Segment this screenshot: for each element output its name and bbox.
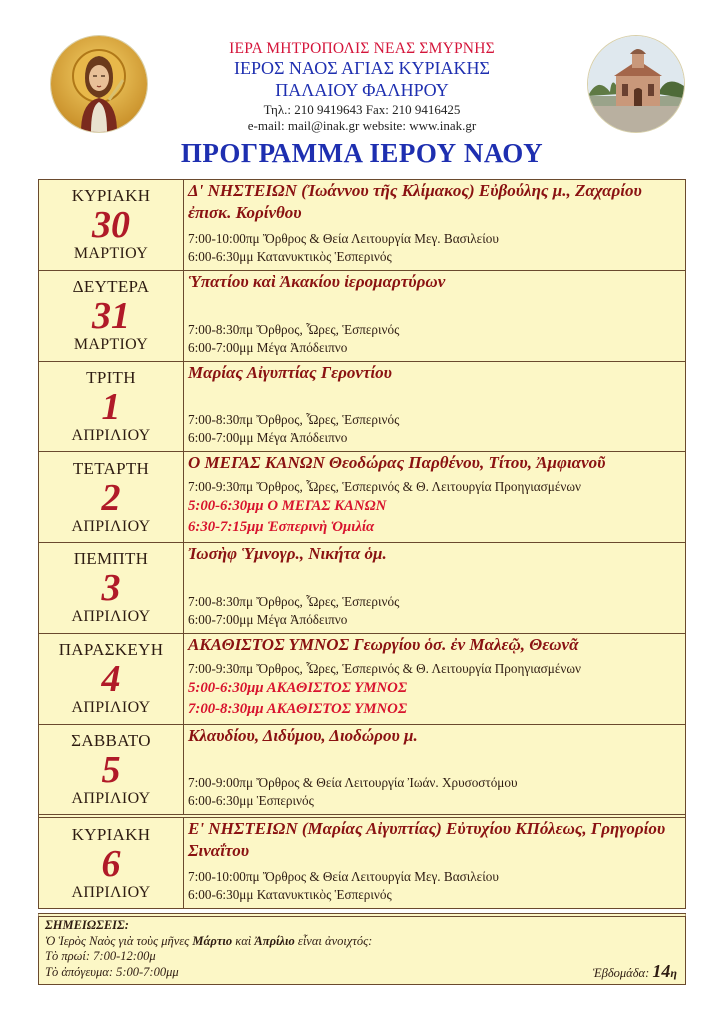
month-name: ΑΠΡΙΛΙΟΥ xyxy=(71,789,151,807)
service-list xyxy=(188,660,679,720)
church-name: ΙΕΡΟΣ ΝΑΟΣ ΑΓΙΑΣ ΚΥΡΙΑΚΗΣ xyxy=(233,58,491,78)
notes-morning-hours: Τὸ πρωί: 7:00-12:00μ xyxy=(45,949,156,963)
notes-text: καὶ xyxy=(232,933,255,948)
date-cell xyxy=(39,452,184,542)
feast-title: Μαρίας Αἰγυπτίας Γεροντίου xyxy=(188,362,392,382)
feast-title: Ε' ΝΗΣΤΕΙΩΝ (Μαρίας Αἰγυπτίας) Εὐτυχίου ΚΠόλεως, Γρηγορίου Σιναΐτου xyxy=(188,819,666,861)
service-highlight: 6:30-7:15μμ Ἑσπερινὴ Ὁμιλία xyxy=(188,519,375,535)
date-cell xyxy=(39,180,184,270)
contact-phone-fax: Τηλ.: 210 9419643 Fax: 210 9416425 xyxy=(263,102,461,117)
service-highlight: 7:00-8:30μμ ΑΚΑΘΙΣΤΟΣ ΥΜΝΟΣ xyxy=(188,700,408,717)
day-number: 30 xyxy=(92,204,130,247)
feast-title: Ο ΜΕΓΑΣ ΚΑΝΩΝ Θεοδώρας Παρθένου, Τίτου, Ἀμφιανοῦ xyxy=(188,453,606,473)
day-name: ΚΥΡΙΑΚΗ xyxy=(71,824,151,844)
day-name: ΠΑΡΑΣΚΕΥΗ xyxy=(58,640,164,660)
feast-title: Δ' ΝΗΣΤΕΙΩΝ (Ἰωάννου τῆς Κλίμακος) Εὐβούλης μ., Ζαχαρίου ἐπισκ. Κορίνθου xyxy=(188,181,642,222)
service-list xyxy=(188,478,679,538)
service-list xyxy=(188,230,679,266)
month-name: ΑΠΡΙΛΙΟΥ xyxy=(71,426,151,444)
notes-month-april: Ἀπρίλιο xyxy=(254,933,295,948)
feast-title: ΑΚΑΘΙΣΤΟΣ ΥΜΝΟΣ Γεωργίου ὁσ. ἐν Μαλεῷ, Θεωνᾶ xyxy=(188,634,579,654)
service-time: 6:00-7:00μμ Μέγα Ἀπόδειπνο xyxy=(188,430,348,446)
day-number: 4 xyxy=(101,658,121,701)
service-highlight: 5:00-6:30μμ ΑΚΑΘΙΣΤΟΣ ΥΜΝΟΣ xyxy=(188,679,408,696)
service-time: 7:00-10:00πμ Ὄρθρος & Θεία Λειτουργία Μεγ. Βασιλείου xyxy=(188,869,499,884)
page-header xyxy=(0,0,724,176)
day-row xyxy=(39,180,685,270)
service-time: 6:00-7:00μμ Μέγα Ἀπόδειπνο xyxy=(188,611,348,627)
service-highlight: 5:00-6:30μμ Ο ΜΕΓΑΣ ΚΑΝΩΝ xyxy=(188,498,387,514)
service-time: 6:00-6:30μμ Κατανυκτικὸς Ἑσπερινός xyxy=(188,887,392,902)
day-number: 6 xyxy=(101,842,121,885)
notes-month-march: Μάρτιο xyxy=(192,933,233,948)
day-name: ΠΕΜΠΤΗ xyxy=(73,549,149,569)
service-list xyxy=(188,411,679,447)
content-cell xyxy=(184,818,685,908)
day-row xyxy=(39,814,685,908)
notes-text: εἶναι ἀνοιχτός: xyxy=(294,933,373,948)
day-row xyxy=(39,451,685,542)
service-time: 7:00-8:30πμ Ὄρθρος, Ὧρες, Ἑσπερινός xyxy=(188,593,400,609)
content-cell xyxy=(184,634,685,724)
day-row xyxy=(39,542,685,633)
church-photo xyxy=(588,36,684,132)
day-number: 3 xyxy=(101,567,121,610)
day-row xyxy=(39,724,685,815)
day-number: 1 xyxy=(101,385,121,428)
content-cell xyxy=(184,725,685,815)
content-cell xyxy=(184,271,685,361)
day-name: ΚΥΡΙΑΚΗ xyxy=(71,186,151,206)
day-number: 31 xyxy=(92,295,130,338)
content-cell xyxy=(184,362,685,452)
date-cell xyxy=(39,725,184,815)
month-name: ΜΑΡΤΙΟΥ xyxy=(73,245,149,263)
month-name: ΑΠΡΙΛΙΟΥ xyxy=(71,517,151,535)
service-time: 6:00-7:00μμ Μέγα Ἀπόδειπνο xyxy=(188,339,348,355)
service-time: 6:00-6:30μμ Κατανυκτικὸς Ἑσπερινός xyxy=(188,248,392,264)
day-name: ΣΑΒΒΑΤΟ xyxy=(71,730,151,750)
feast-title: Ὑπατίου καὶ Ἀκακίου ἱερομαρτύρων xyxy=(188,271,446,291)
date-cell xyxy=(39,271,184,361)
day-number: 5 xyxy=(101,748,121,791)
day-name: ΤΡΙΤΗ xyxy=(86,367,136,387)
service-list xyxy=(188,774,679,810)
metropolis-name: ΙΕΡΑ ΜΗΤΡΟΠΟΛΙΣ ΝΕΑΣ ΣΜΥΡΝΗΣ xyxy=(229,40,495,57)
content-cell xyxy=(184,452,685,542)
date-cell xyxy=(39,543,184,633)
service-time: 7:00-8:30πμ Ὄρθρος, Ὧρες, Ἑσπερινός xyxy=(188,321,400,337)
schedule-table xyxy=(38,179,686,909)
date-cell xyxy=(39,818,184,908)
page-title: ΠΡΟΓΡΑΜΜΑ ΙΕΡΟΥ ΝΑΟΥ xyxy=(180,138,544,168)
service-time: 7:00-9:30πμ Ὄρθρος, Ὧρες, Ἑσπερινός & Θ. Λειτουργία Προηγιασμένων xyxy=(188,660,581,676)
service-time: 7:00-8:30πμ Ὄρθρος, Ὧρες, Ἑσπερινός xyxy=(188,412,400,428)
notes-box xyxy=(38,913,686,985)
week-num: 14 xyxy=(652,960,671,981)
service-time: 6:00-6:30μμ Ἑσπερινός xyxy=(188,793,314,809)
month-name: ΑΠΡΙΛΙΟΥ xyxy=(71,883,151,901)
feast-title: Κλαυδίου, Διδύμου, Διοδώρου μ. xyxy=(188,725,418,745)
service-list xyxy=(188,868,679,904)
day-row xyxy=(39,270,685,361)
content-cell xyxy=(184,180,685,270)
contact-email-website: e-mail: mail@inak.gr website: www.inak.gr xyxy=(247,118,477,133)
day-row xyxy=(39,633,685,724)
service-time: 7:00-9:00πμ Ὄρθρος & Θεία Λειτουργία Ἰωάν. Χρυσοστόμου xyxy=(188,775,518,791)
week-number xyxy=(592,960,677,982)
date-cell xyxy=(39,362,184,452)
date-cell xyxy=(39,634,184,724)
month-name: ΑΠΡΙΛΙΟΥ xyxy=(71,608,151,626)
day-name: ΔΕΥΤΕΡΑ xyxy=(72,277,150,297)
service-time: 7:00-9:30πμ Ὄρθρος, Ὧρες, Ἑσπερινός & Θ. Λειτουργία Προηγιασμένων xyxy=(188,479,581,494)
week-label: Ἑβδομάδα: xyxy=(592,965,653,980)
feast-title: Ἰωσὴφ Ὑμνογρ., Νικήτα ὁμ. xyxy=(188,544,387,563)
church-location: ΠΑΛΑΙΟΥ ΦΑΛΗΡΟΥ xyxy=(275,80,449,100)
day-name: ΤΕΤΑΡΤΗ xyxy=(72,458,150,478)
service-list xyxy=(188,593,679,629)
service-list xyxy=(188,321,679,357)
day-row xyxy=(39,361,685,452)
day-number: 2 xyxy=(101,476,121,519)
notes-evening-hours: Τὸ ἀπόγευμα: 5:00-7:00μμ xyxy=(45,964,179,979)
month-name: ΑΠΡΙΛΙΟΥ xyxy=(71,699,151,717)
content-cell xyxy=(184,543,685,633)
week-suffix: η xyxy=(670,965,677,980)
notes-text: Ὁ Ἱερὸς Ναὸς γιὰ τοὺς μῆνες xyxy=(45,933,193,948)
notes-title: ΣΗΜΕΙΩΣΕΙΣ: xyxy=(45,918,129,932)
service-time: 7:00-10:00πμ Ὄρθρος & Θεία Λειτουργία Μεγ. Βασιλείου xyxy=(188,230,499,246)
notes-line-open-months xyxy=(45,934,679,950)
month-name: ΜΑΡΤΙΟΥ xyxy=(73,336,149,354)
